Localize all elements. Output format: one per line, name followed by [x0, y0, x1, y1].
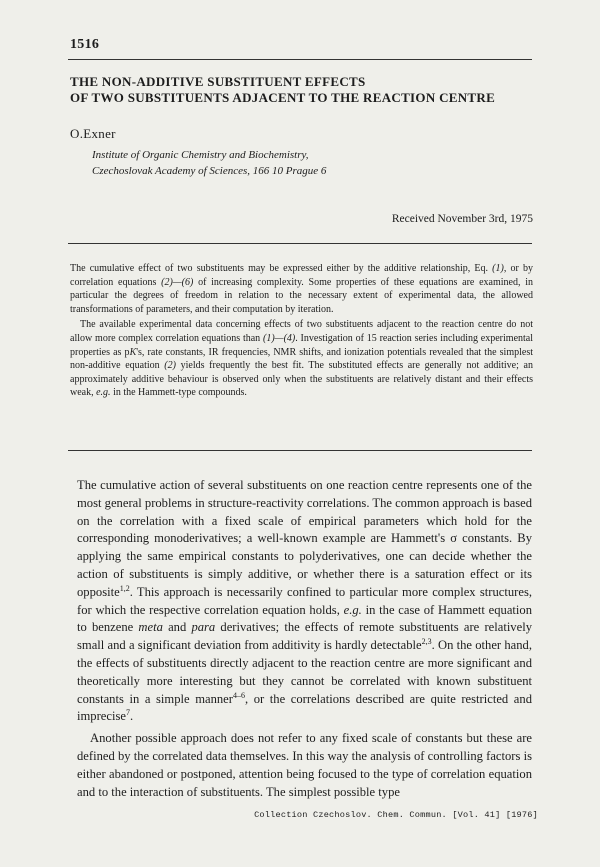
article-title [70, 74, 540, 106]
affiliation-line: Institute of Organic Chemistry and Biochemistry, [92, 149, 309, 161]
abstract-paragraph: The available experimental data concerning effects of two substituents adjacent to the reaction centre do not allow more complex correlation equations than (1)—(4). Investigation of 15 reaction series including experimental properties as pK's, rate constants, IR frequencies, NMR shifts, and ionization potentials revealed that the simplest non-additive equation (2) yields frequently the best fit. The substituted effects are generally not additive; an approximately additive behaviour is observed only when the substituents are relatively distant and their effects weak, e.g. in the Hammett-type compounds. [70, 319, 533, 399]
abstract-bottom-rule [68, 450, 532, 451]
affiliation-line: Czechoslovak Academy of Sciences, 166 10 Prague 6 [92, 165, 327, 177]
body-text [77, 477, 532, 801]
abstract-top-rule [68, 243, 532, 244]
title-line: OF TWO SUBSTITUENTS ADJACENT TO THE REACTION CENTRE [70, 90, 496, 105]
reference-marker: 7 [125, 708, 130, 718]
body-paragraph: The cumulative action of several substituents on one reaction centre represents one of the most general problems in structure-reactivity correlations. The common approach is based on the correlation with a fixed scale of empirical parameters which hold for the corresponding monoderivatives; a well-known example are Hammett's σ constants. By applying the same empirical constants to polyderivatives, one can decide whether the action of substituents is simply additive, or whether there is a saturation effect or its opposite$^{1,2}$. This approach is necessarily confined to particular more complex structures, for which the respective correlation equation holds, e.g. in the case of Hammett equation to benzene meta and para derivatives; the effects of remote substituents are relatively small and a significant deviation from additivity is hardly detectable$^{2,3}$. On the other hand, the effects of substituents directly adjacent to the reaction centre are more significant and theoretically more interesting but they cannot be correlated with known substituent constants in a simple manner$^{4-6}$, or the correlations described are quite restricted and imprecise$^7$. [77, 478, 532, 724]
received-date: Received November 3rd, 1975 [391, 213, 533, 225]
reference-marker: 4–6 [232, 690, 245, 700]
abstract-paragraph: The cumulative effect of two substituents may be expressed either by the additive relationship, Eq. (1), or by correlation equations (2)—(6) of increasing complexity. Some properties of these equations are examined, in particular the degrees of freedom in relation to the necessary extent of experimental data, the allowed transformations of parameters, and their computation by iteration. [70, 263, 533, 315]
body-paragraph: Another possible approach does not refer to any fixed scale of constants but these are defined by the correlated data themselves. In this way the analysis of controlling factors is either abandoned or postponed, attention being focused to the type of correlation equation and to the interaction of substituents. The simplest possible type [77, 731, 532, 799]
author-affiliation [92, 147, 326, 179]
title-line: THE NON-ADDITIVE SUBSTITUENT EFFECTS [70, 74, 366, 89]
reference-marker: 2,3 [421, 636, 432, 646]
reference-marker: 1,2 [119, 583, 130, 593]
journal-footer: Collection Czechoslov. Chem. Commun. [Vol. 41] [1976] [254, 810, 538, 820]
page-number: 1516 [70, 37, 100, 52]
author-name: O.Exner [70, 126, 116, 141]
header-rule [68, 59, 532, 60]
abstract [70, 262, 533, 400]
